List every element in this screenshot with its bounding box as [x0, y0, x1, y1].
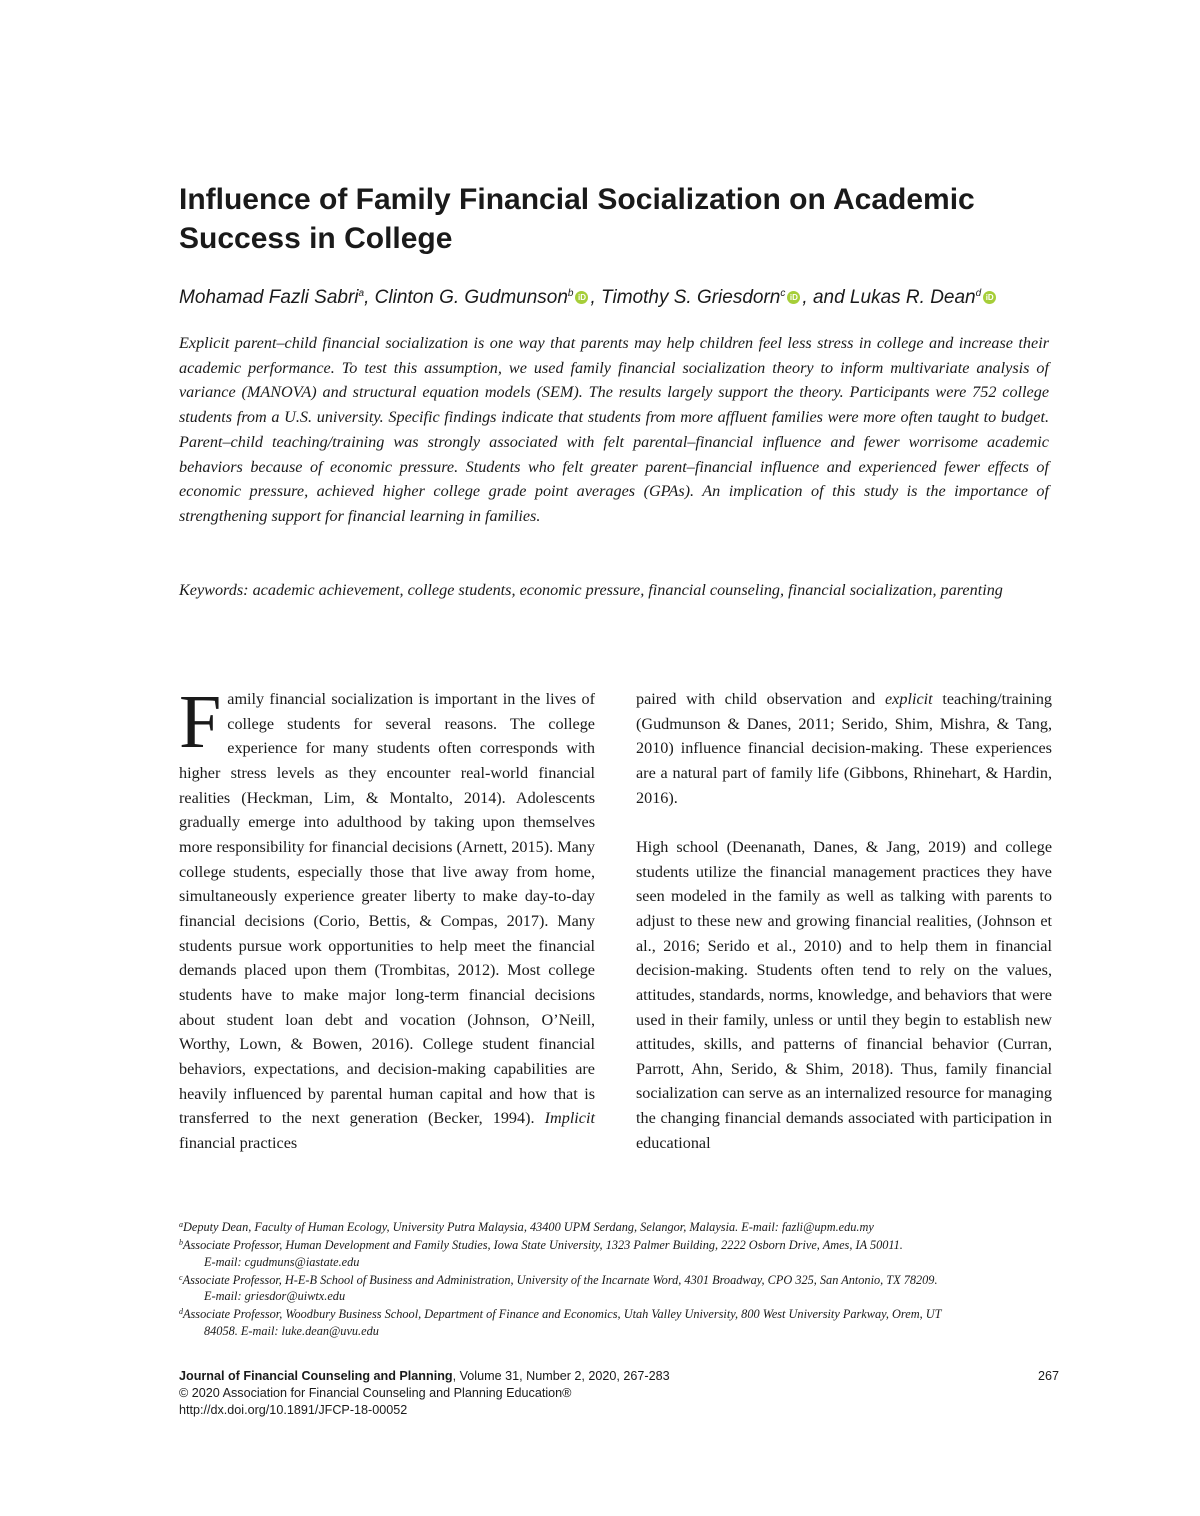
author-list [179, 281, 1079, 311]
footnote [179, 1235, 1059, 1270]
author-name: Mohamad Fazli Sabri [179, 287, 359, 308]
footnote-mark: c [179, 1272, 183, 1282]
footnote-text: Associate Professor, Human Development and Family Studies, Iowa State University, 1323 Palmer Building, 2222 Osborn Drive, Ames, IA 50011. [183, 1238, 903, 1253]
orcid-icon[interactable]: iD [575, 291, 588, 304]
body-paragraph [636, 687, 1052, 810]
affiliation-mark: b [567, 288, 574, 299]
orcid-icon[interactable]: iD [787, 291, 800, 304]
author-separator: , [364, 287, 375, 308]
body-text: financial practices [179, 1133, 298, 1152]
footnote-email[interactable]: E-mail: cgudmuns@iastate.edu [204, 1254, 360, 1269]
author-name: and Lukas R. Dean [812, 287, 976, 308]
body-paragraph: High school (Deenanath, Danes, & Jang, 2019) and college students utilize the financial management practices they have seen modeled in the family as well as talking with parents to adjust to these new and growing financial realities, (Johnson et al., 2016; Serido et al., 2010) and to help them in financial decision-making. Students often tend to rely on the values, attitudes, standards, norms, knowledge, and behaviors that were used in their family, unless or until they begin to establish new attitudes, skills, and patterns of financial behavior (Curran, Parrott, Ahn, Serido, & Shim, 2018). Thus, family financial socialization can serve as an internalized resource for managing the changing financial demands associated with participation in educational [636, 837, 1052, 1152]
footnote [179, 1270, 1059, 1305]
drop-cap: F [179, 680, 222, 764]
affiliation-mark: a [358, 288, 365, 299]
abstract: Explicit parent–child financial socialization is one way that parents may help children feel less stress in college and increase their academic performance. To test this assumption, we used family financial socialization theory to inform multivariate analysis of variance (MANOVA) and structural equation models (SEM). The results largely support the theory. Participants were 752 college students from a U.S. university. Specific findings indicate that students from more affluent families were more often taught to budget. Parent–child teaching/training was strongly associated with felt parental–financial influence and fewer worrisome academic behaviors because of economic pressure. Students who felt greater parent–financial influence and experienced fewer effects of economic pressure, achieved higher college grade point averages (GPAs). An implication of this study is the importance of strengthening support for financial learning in families. [179, 334, 1049, 525]
author-separator: , [802, 287, 813, 308]
keywords: Keywords: academic achievement, college students, economic pressure, financial counseling, financial socialization, parenting [179, 581, 1003, 599]
copyright: © 2020 Association for Financial Counseling and Planning Education® [179, 1386, 572, 1400]
body-text: paired with child observation and [636, 690, 876, 708]
page-number: 267 [1037, 1369, 1059, 1383]
affiliation-footnotes [179, 1217, 1059, 1339]
author-name: Timothy S. Griesdorn [601, 287, 781, 308]
journal-issue: , Volume 31, Number 2, 2020, 267-283 [452, 1369, 670, 1383]
footnote [179, 1217, 1059, 1235]
journal-footer [179, 1368, 1059, 1419]
emphasis-text: Implicit [544, 1109, 595, 1128]
emphasis-text: explicit [884, 690, 933, 708]
body-column-left [179, 680, 595, 1155]
body-paragraph [179, 680, 595, 1155]
footnote-mark: a [179, 1220, 183, 1229]
footnote-mark: d [179, 1307, 183, 1317]
body-text: teaching/training (Gudmunson & Danes, 2011; Serido, Shim, Mishra, & Tang, 2010) influence financial decision-making. These experiences are a natural part of family life (Gibbons, Rhinehart, & Hardin, 2016). [636, 690, 1053, 807]
footnote-mark: b [179, 1238, 183, 1248]
body-text: amily financial socialization is important in the lives of college students for several reasons. The college experience for many students often corresponds with higher stress levels as they encounter real-world financial realities (Heckman, Lim, & Montalto, 2014). Adolescents gradually emerge into adulthood by taking upon themselves more responsibility for financial decisions (Arnett, 2015). Many college students, especially those that live away from home, simultaneously experience greater liberty to make day-to-day financial decisions (Corio, Bettis, & Compas, 2017). Many students pursue work opportunities to help meet the financial demands placed upon them (Trombitas, 2012). Most college students have to make major long-term financial decisions about student loan debt and vocation (Johnson, O’Neill, Worthy, Lown, & Bowen, 2016). College student financial behaviors, expectations, and decision-making capabilities are heavily influenced by parental human capital and how that is transferred to the next generation (Becker, 1994). [179, 690, 595, 1128]
author-separator: , [590, 287, 602, 308]
orcid-icon[interactable]: iD [983, 291, 996, 304]
body-column-right [636, 687, 1052, 1155]
journal-citation [179, 1368, 1059, 1385]
footnote-email[interactable]: 84058. E-mail: luke.dean@uvu.edu [204, 1323, 379, 1338]
author-name: Clinton G. Gudmunson [374, 287, 568, 308]
footnote [179, 1304, 1059, 1339]
footnote-email[interactable]: E-mail: griesdor@uiwtx.edu [204, 1289, 346, 1304]
footnote-text: Deputy Dean, Faculty of Human Ecology, University Putra Malaysia, 43400 UPM Serdang, Selangor, Malaysia. E-mail: fazli@upm.edu.my [183, 1220, 874, 1234]
article-title: Influence of Family Financial Socialization on Academic Success in College [179, 183, 975, 255]
footnote-text: Associate Professor, Woodbury Business School, Department of Finance and Economics, Utah Valley University, 800 West University Parkway, Orem, UT [183, 1307, 942, 1322]
doi-link[interactable]: http://dx.doi.org/10.1891/JFCP-18-00052 [179, 1403, 408, 1417]
journal-name: Journal of Financial Counseling and Planning [179, 1369, 453, 1383]
affiliation-mark: c [780, 288, 786, 299]
affiliation-mark: d [975, 288, 982, 299]
footnote-text: Associate Professor, H-E-B School of Business and Administration, University of the Incarnate Word, 4301 Broadway, CPO 325, San Antonio, TX 78209. [182, 1272, 938, 1287]
